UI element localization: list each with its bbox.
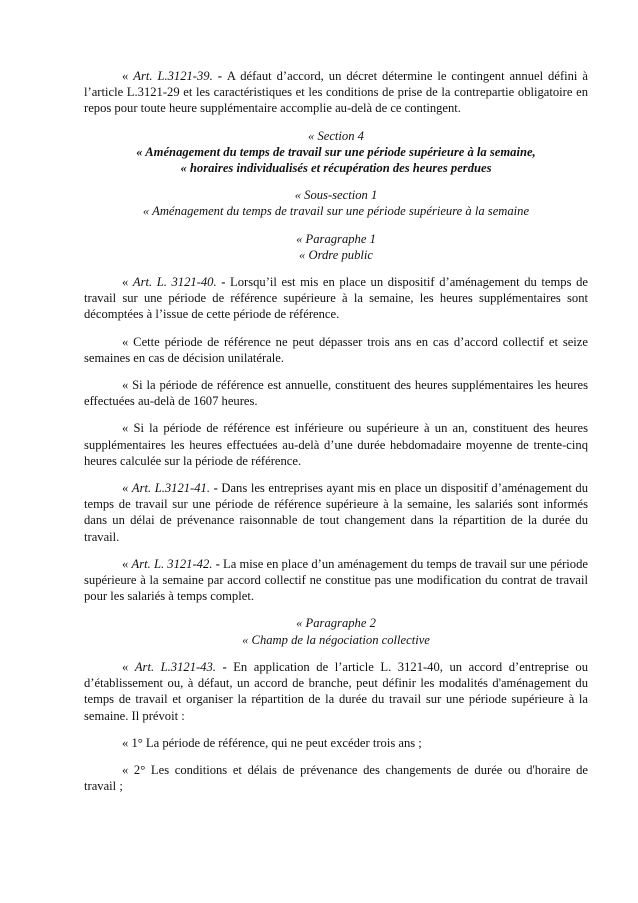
- article-ref: Art. L.3121-39.: [133, 69, 213, 83]
- spacer: [84, 263, 588, 274]
- section-4-heading: « Section 4: [308, 128, 364, 143]
- article-l3121-41: [84, 480, 588, 545]
- paragraphe-2-title: « Champ de la négociation collective: [242, 632, 430, 647]
- article-ref: Art. L. 3121-42.: [131, 556, 213, 571]
- paragraphe-1-title: « Ordre public: [299, 247, 373, 262]
- article-text: A défaut d’accord, un décret détermine le contingent annuel défini à l’article L.3121-29 et les caractéristiques et les conditions de prise de la contrepartie obligatoire en repos pour toute heure supplémentaire accomplie au-delà de ce contingent.: [84, 69, 588, 116]
- paragraphe-2-heading: « Paragraphe 2: [296, 616, 376, 631]
- article-l3121-40: [84, 274, 588, 323]
- subsection-1-title: « Aménagement du temps de travail sur une période supérieure à la semaine: [142, 204, 530, 219]
- article-dash: -: [215, 659, 234, 674]
- list-item-1: « 1° La période de référence, qui ne peut excéder trois ans ;: [122, 735, 422, 750]
- article-l3121-42: [84, 556, 588, 605]
- paragraph-reference-period-limit: « Cette période de référence ne peut dépasser trois ans en cas d’accord collectif et seize semaines en cas de décision unilatérale.: [84, 334, 588, 365]
- article-dash: -: [216, 275, 231, 290]
- document-page: [84, 68, 588, 794]
- article-l3121-43: [84, 659, 588, 724]
- paragraph-annual-period: « Si la période de référence est annuelle, constituent des heures supplémentaires les heures effectuées au-delà de 1607 heures.: [84, 378, 588, 409]
- section-4-title-line-1: « Aménagement du temps de travail sur une période supérieure à la semaine,: [136, 144, 536, 159]
- spacer: [84, 220, 588, 231]
- article-text: Dans les entreprises ayant mis en place un dispositif d’aménagement du temps de travail sur une période de référence supérieure à la semaine, les salariés sont informés dans un délai de prévenance raisonnable de tout changement dans la répartition de la durée du travail.: [84, 481, 588, 544]
- article-text: En application de l’article L. 3121-40, un accord d’entreprise ou d’établissement ou, à défaut, un accord de branche, peut définir les modalités d'aménagement du temps de travail et organiser la répartition de la durée du travail sur une période supérieure à la semaine. Il prévoit :: [84, 659, 589, 723]
- quote-mark: «: [122, 659, 135, 674]
- spacer: [84, 176, 588, 187]
- article-ref: Art. L.3121-43.: [134, 659, 216, 674]
- article-dash: -: [212, 556, 224, 571]
- spacer: [84, 648, 588, 659]
- section-4-title-line-2: « horaires individualisés et récupération des heures perdues: [180, 161, 492, 176]
- article-l3121-39: [84, 68, 588, 117]
- article-dash: -: [210, 481, 222, 496]
- paragraphe-1-heading: « Paragraphe 1: [296, 231, 376, 246]
- article-ref: Art. L. 3121-40.: [132, 275, 217, 290]
- paragraph-other-period: « Si la période de référence est inférieure ou supérieure à un an, constituent des heures supplémentaires les heures effectuées au-delà d’une durée hebdomadaire moyenne de trente-cinq heures calculée sur la période de référence.: [84, 421, 588, 468]
- quote-mark: «: [122, 275, 133, 290]
- list-item-2: « 2° Les conditions et délais de prévenance des changements de durée ou d'horaire de travail ;: [84, 762, 588, 794]
- quote-mark: «: [122, 69, 134, 83]
- subsection-1-heading: « Sous-section 1: [294, 188, 378, 203]
- quote-mark: «: [122, 481, 132, 496]
- article-dash: -: [212, 69, 227, 83]
- article-text: La mise en place d’un aménagement du temps de travail sur une période supérieure à la semaine par accord collectif ne constitue pas une modification du contrat de travail pour les salariés à temps complet.: [84, 556, 588, 604]
- quote-mark: «: [122, 556, 132, 571]
- article-text: Lorsqu’il est mis en place un dispositif d’aménagement du temps de travail sur une période de référence supérieure à la semaine, les heures supplémentaires sont décomptées à l’issue de cette période de référence.: [84, 275, 588, 322]
- article-ref: Art. L.3121-41.: [131, 481, 210, 496]
